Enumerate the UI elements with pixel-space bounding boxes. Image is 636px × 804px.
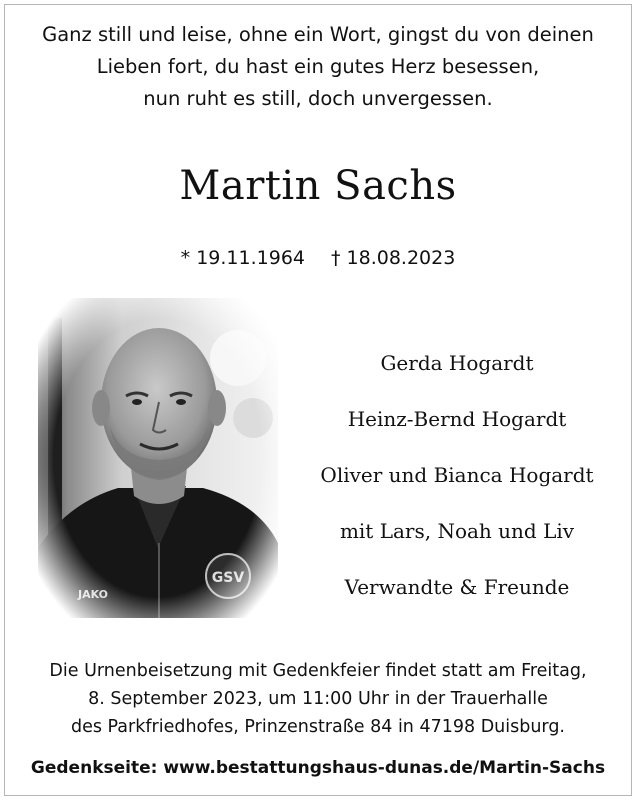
- life-dates: [5, 243, 631, 273]
- family-member: Oliver und Bianca Hogardt: [320, 463, 594, 487]
- notice-line: 8. September 2023, um 11:00 Uhr in der Trauerhalle: [88, 689, 548, 709]
- poem-line: Ganz still und leise, ohne ein Wort, gingst du von deinen: [42, 23, 594, 46]
- birth-date: * 19.11.1964: [180, 247, 305, 269]
- family-member: Heinz-Bernd Hogardt: [347, 407, 567, 431]
- notice-line: Die Urnenbeisetzung mit Gedenkfeier findet statt am Freitag,: [49, 661, 587, 681]
- poem: [5, 19, 631, 115]
- portrait-photo: [38, 298, 278, 618]
- memorial-page-link[interactable]: Gedenkseite: www.bestattungshaus-dunas.de/Martin-Sachs: [30, 758, 606, 778]
- death-date: † 18.08.2023: [331, 247, 456, 269]
- poem-line: Lieben fort, du hast ein gutes Herz besessen,: [96, 55, 540, 78]
- poem-line: nun ruht es still, doch unvergessen.: [143, 87, 493, 110]
- deceased-name: Martin Sachs: [179, 163, 457, 209]
- notice-line: des Parkfriedhofes, Prinzenstraße 84 in 47198 Duisburg.: [70, 717, 565, 737]
- family-list: [295, 335, 619, 615]
- family-member: Gerda Hogardt: [380, 351, 534, 375]
- family-member: Verwandte & Freunde: [344, 575, 570, 599]
- obituary-card: [4, 4, 632, 796]
- funeral-notice: [5, 657, 631, 741]
- portrait-illustration: [38, 298, 278, 618]
- family-member: mit Lars, Noah und Liv: [339, 519, 575, 543]
